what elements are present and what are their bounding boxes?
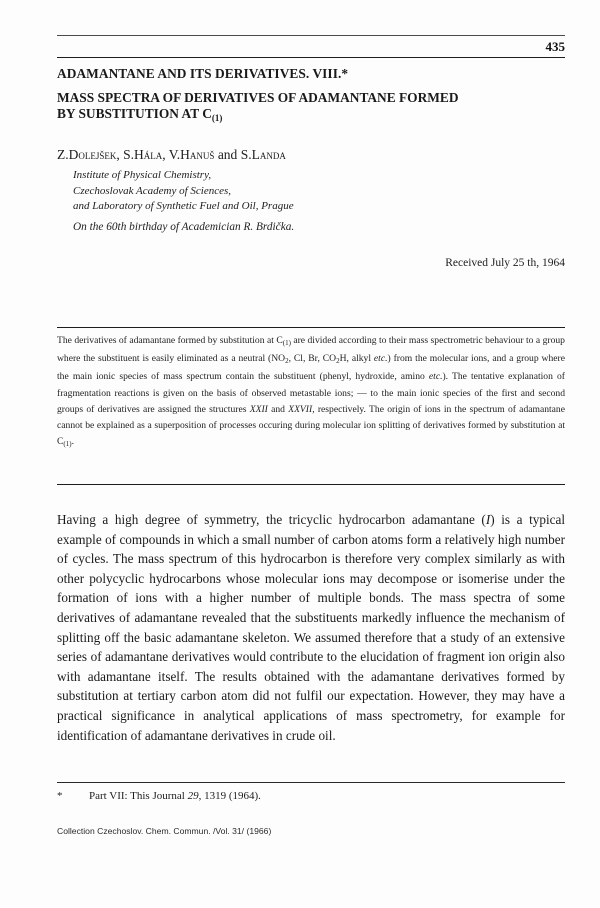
header-rule-top (57, 35, 565, 36)
received-date: Received July 25 th, 1964 (445, 257, 565, 269)
author-3: V.Hanuš (168, 147, 215, 162)
author-4: S.Landa (240, 147, 286, 162)
series-title: ADAMANTANE AND ITS DERIVATIVES. VIII.* (57, 66, 349, 81)
journal-citation: Collection Czechoslov. Chem. Commun. /Vol. 31/ (1966) (57, 826, 272, 836)
author-2: S.Hála (123, 147, 163, 162)
author-list: Z.Dolejšek, S.Hála, V.Hanuš and S.Landa (57, 147, 286, 162)
page-number: 435 (545, 39, 565, 54)
dedication: On the 60th birthday of Academician R. Brdička. (73, 221, 295, 233)
abstract-rule-bottom (57, 484, 565, 485)
abstract: The derivatives of adamantane formed by substitution at $C_{(1)}$ are divided according to their mass spectrometric behaviour to a group where the substituent is easily eliminated as a neutral ($NO_2$, Cl, Br, $CO_2H$, alkyl etc.) from the molecular ions, and a group where the main ionic species of mass spectrum contain the substituent (phenyl, hydroxide, amino etc.). The tentative explanation of fragmentation reactions is given on the basis of observed metastable ions; — to the main ionic species of the first and second groups of derivatives are assigned the structures XXII and XXVII, respectively. The origin of ions in the spectrum of adamantane cannot be explained as a superposition of processes occuring during molecular ion splitting of derivatives formed by substitution at $C_{(1)}$. (57, 335, 565, 449)
article-title-line1: MASS SPECTRA OF DERIVATIVES OF ADAMANTANE FORMED (57, 90, 459, 105)
affiliation (73, 168, 294, 215)
footnote-mark: * (57, 790, 63, 802)
author-connector: and (217, 147, 238, 162)
footnote-rule (57, 782, 565, 783)
affiliation-line: Institute of Physical Chemistry, (73, 169, 212, 181)
header-rule-bottom (57, 57, 565, 58)
article-title-line2: BY SUBSTITUTION AT C (57, 106, 212, 121)
body-paragraph: Having a high degree of symmetry, the tricyclic hydrocarbon adamantane (I) is a typical example of compounds in which a small number of carbon atoms form a relatively high number of cycles. The mass spectrum of this hydrocarbon is therefore very complex similarly as with other polycyclic hydrocarbons whose molecular ions may decompose or isomerise under the formation of ions with a higher number of multiple bonds. The mass spectra of some derivatives of adamantane revealed that the substituents markedly influence the mechanism of splitting off the basic adamantane skeleton. We assumed therefore that a study of an extensive series of adamantane derivatives would contribute to the elucidation of fragment ion origin also with adamantane itself. The results obtained with the adamantane derivatives formed by substitution at tertiary carbon atom did not fulfil our expectation. However, they may have a practical significance in analytical applications of mass spectrometry, for example for identification of adamantane derivatives in crude oil. (57, 512, 565, 743)
affiliation-line: Czechoslovak Academy of Sciences, (73, 184, 232, 197)
abstract-rule-top (57, 327, 565, 328)
author-1: Z.Dolejšek (57, 147, 117, 162)
footnote: * Part VII: This Journal 29, 1319 (1964). (57, 790, 261, 802)
affiliation-line: and Laboratory of Synthetic Fuel and Oil, Prague (73, 200, 294, 212)
title-subscript: (1) (211, 113, 223, 123)
article-title (57, 90, 459, 126)
